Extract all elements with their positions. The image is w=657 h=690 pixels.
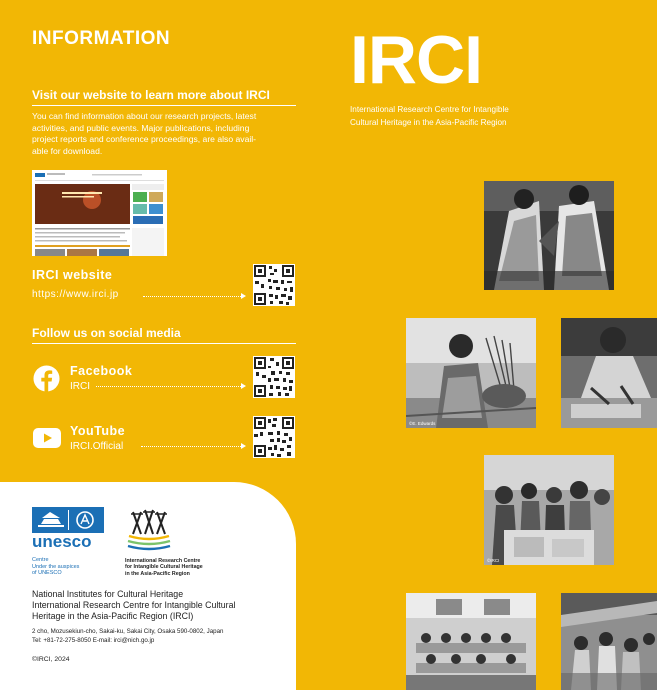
photo-graphic — [406, 593, 536, 690]
photo-credit: ©IRCI — [487, 558, 500, 563]
facebook-qr-code[interactable] — [253, 356, 295, 398]
divider — [32, 105, 296, 106]
name-line: Cultural Heritage in the Asia-Pacific Region — [350, 117, 507, 127]
youtube-handle[interactable]: IRCI.Official — [70, 441, 124, 452]
photo-basket-weaver — [406, 318, 536, 428]
photo-meeting-group — [484, 455, 614, 565]
photo-graphic — [406, 318, 536, 428]
youtube-icon[interactable] — [33, 428, 61, 448]
photo-workshop — [561, 593, 657, 690]
irci-emblem-graphic — [125, 506, 173, 554]
description-line: You can find information about our research projects, latest — [32, 111, 257, 121]
caption-line: Under the auspices — [32, 563, 80, 570]
photo-graphic — [561, 318, 657, 428]
description-line: activities, and public events. Major publications, including — [32, 122, 250, 133]
qr-code-icon — [253, 416, 295, 458]
facebook-icon[interactable] — [33, 365, 60, 392]
website-title: IRCI website — [32, 268, 113, 282]
section-title: INFORMATION — [32, 28, 171, 49]
irci-emblem — [125, 506, 173, 554]
facebook-handle[interactable]: IRCI — [70, 381, 90, 392]
org-line: Heritage in the Asia-Pacific Region (IRCI) — [32, 611, 194, 621]
photo-graphic — [484, 181, 614, 290]
address-line: 2 cho, Mozusekiun-cho, Sakai-ku, Sakai City, Osaka 590-0802, Japan — [32, 628, 224, 635]
address-block — [32, 627, 223, 645]
photo-graphic — [561, 593, 657, 690]
description-line: project reports and conference proceedings, are also avail- — [32, 134, 257, 144]
caption-line: for Intangible Cultural Heritage — [125, 564, 203, 571]
caption-line: of UNESCO — [32, 570, 62, 577]
caption-line: International Research Centre — [125, 558, 201, 564]
photo-credit: ©E. Edwards — [409, 421, 436, 426]
unesco-caption — [32, 557, 79, 577]
qr-code-icon — [253, 356, 295, 398]
caption-line: in the Asia-Pacific Region — [125, 570, 190, 577]
facebook-icon-graphic — [33, 365, 60, 392]
youtube-name: YouTube — [70, 424, 126, 438]
youtube-qr-code[interactable] — [253, 416, 295, 458]
facebook-name: Facebook — [70, 364, 133, 378]
divider — [32, 343, 296, 344]
photo-conference-room — [406, 593, 536, 690]
caption-line: Centre — [32, 557, 49, 563]
name-line: International Research Centre for Intangible — [350, 105, 509, 114]
leader-line — [141, 446, 241, 447]
irci-logo-text: IRCI — [350, 22, 482, 98]
arrow-right-icon — [241, 443, 246, 449]
photo-masked-dancers — [484, 181, 614, 290]
contact-line: Tel: +81-72-275-8050 E-mail: irci@nich.go.jp — [32, 637, 155, 644]
irci-full-name — [350, 104, 509, 129]
visit-description — [32, 111, 296, 157]
youtube-icon-graphic — [33, 428, 61, 448]
photo-graphic — [484, 455, 614, 565]
qr-code-icon — [253, 264, 295, 306]
org-line: International Research Centre for Intangible Cultural — [32, 600, 236, 610]
website-url[interactable]: https://www.irci.jp — [32, 289, 119, 300]
arrow-right-icon — [241, 293, 246, 299]
organization-name — [32, 589, 235, 622]
description-line: able for download. — [32, 145, 103, 156]
website-qr-code[interactable] — [253, 264, 295, 306]
follow-heading: Follow us on social media — [32, 326, 181, 340]
org-line: National Institutes for Cultural Heritage — [32, 589, 184, 599]
leader-line — [143, 296, 241, 297]
visit-heading: Visit our website to learn more about IRCI — [32, 88, 270, 102]
website-screenshot — [32, 170, 167, 256]
irci-emblem-caption — [125, 558, 203, 577]
unesco-wordmark: unesco — [32, 532, 92, 551]
leader-line — [96, 386, 241, 387]
arrow-right-icon — [241, 383, 246, 389]
copyright: ©IRCI, 2024 — [32, 656, 70, 663]
website-screenshot-graphic — [32, 170, 167, 256]
photo-craftsman — [561, 318, 657, 428]
